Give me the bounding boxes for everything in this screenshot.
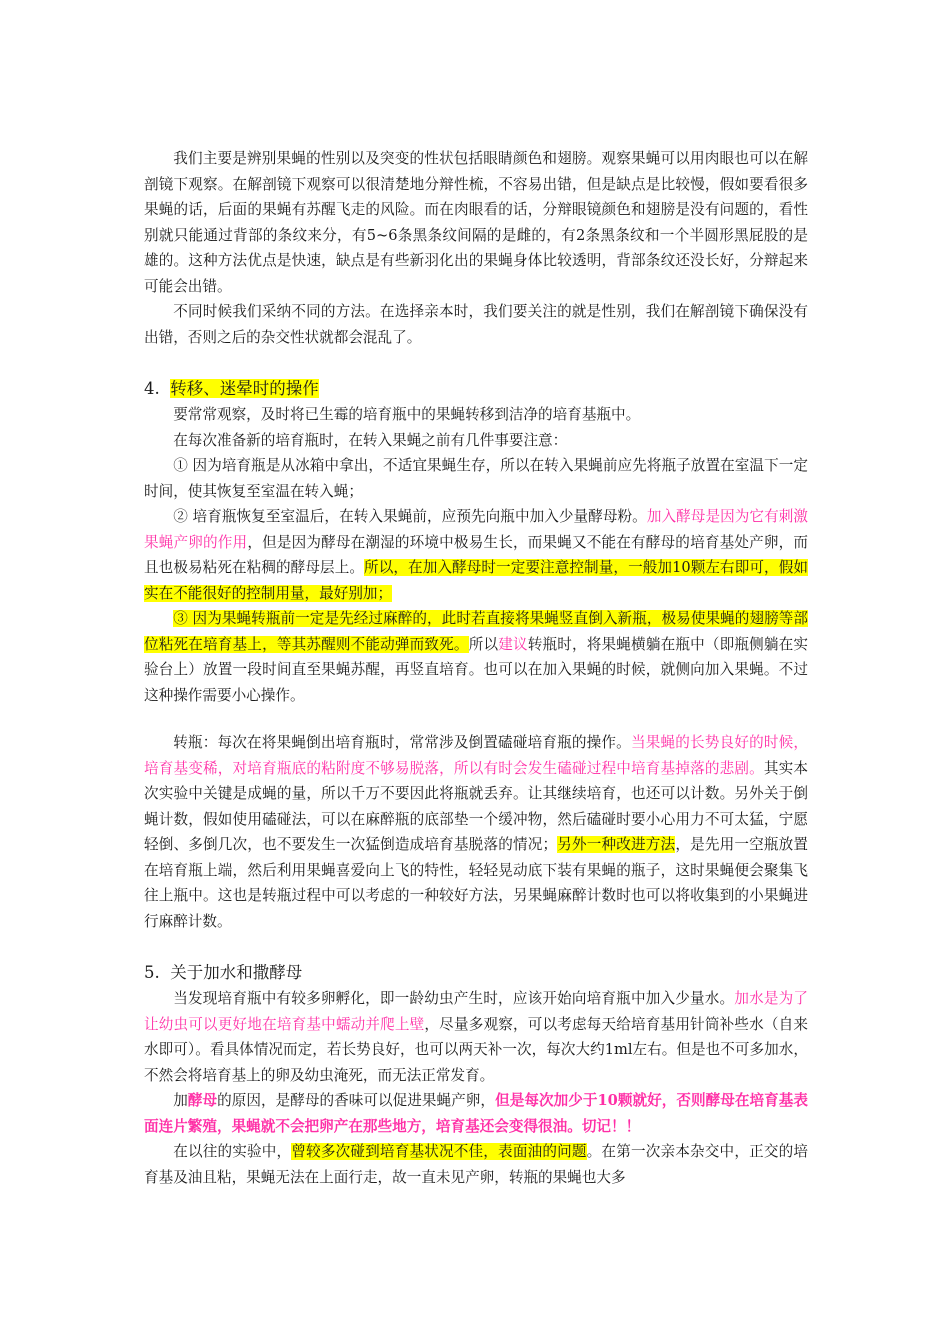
pink-note-water-purpose: 加水是为了让幼虫可以更好地在培育基中蠕动并爬上壁: [144, 990, 808, 1033]
section-4-number: 4.: [144, 379, 160, 398]
section-5-heading: [144, 960, 808, 986]
paragraph-method-choice: 不同时候我们采纳不同的方法。在选择亲本时，我们要关注的就是性别，我们在解剖镜下确保没有出错，否则之后的杂交性状就都会混乱了。: [144, 303, 808, 346]
list-item-1: ① 因为培育瓶是从冰箱中拿出，不适宜果蝇生存，所以在转入果蝇前应先将瓶子放置在室温下一定时间，使其恢复至室温在转入蝇；: [144, 457, 808, 500]
section-4-heading: [144, 376, 808, 402]
highlight-yeast-amount: 所以，在加入酵母时一定要注意控制量，一般加10颗左右即可，假如实在不能很好的控制用量，最好别加；: [144, 559, 808, 602]
paragraph-observe-transfer: 要常常观察，及时将已生霉的培育瓶中的果蝇转移到洁净的培育基瓶中。: [173, 406, 641, 423]
paragraph-adding-water: 当发现培育瓶中有较多卵孵化，即一龄幼虫产生时，应该开始向培育瓶中加入少量水。加水是为了让幼虫可以更好地在培育基中蠕动并爬上壁，尽量多观察，可以考虑每天给培育基用针筒补些水（自来水即可）。看具体情况而定，若长势良好，也可以两天补一次，每次大约1ml左右。但是也不可多加水，不然会将培育基上的卵及幼虫淹死，而无法正常发育。: [144, 990, 808, 1084]
highlight-oily-medium: 曾较多次碰到培育基状况不佳，表面油的问题: [291, 1143, 587, 1160]
list-item-2: ② 培育瓶恢复至室温后，在转入果蝇前，应预先向瓶中加入少量酵母粉。加入酵母是因为它有刺激果蝇产卵的作用，但是因为酵母在潮湿的环境中极易生长，而果蝇又不能在有酵母的培育基处产卵，而且也极易粘死在粘稠的酵母层上。所以，在加入酵母时一定要注意控制量，一般加10颗左右即可，假如实在不能很好的控制用量，最好别加；: [144, 508, 808, 602]
pink-note-yeast-purpose: 加入酵母是因为它有刺激果蝇产卵的作用: [144, 508, 808, 551]
highlight-improved-method: 另外一种改进方法: [557, 836, 676, 853]
section-5-title: 关于加水和撒酵母: [170, 963, 303, 982]
section-4-title: 转移、迷晕时的操作: [170, 379, 319, 398]
paragraph-transfer-bottle: 转瓶：每次在将果蝇倒出培育瓶时，常常涉及倒置磕碰培育瓶的操作。当果蝇的长势良好的时候，培育基变稀，对培育瓶底的粘附度不够易脱落，所以有时会发生磕碰过程中培育基掉落的悲剧。其实本次实验中关键是成蝇的量，所以千万不要因此将瓶就丢弃。让其继续培育，也还可以计数。另外关于倒蝇计数，假如使用磕碰法，可以在麻醉瓶的底部垫一个缓冲物，然后磕碰时要小心用力不可太猛，宁愿轻倒、多倒几次，也不要发生一次猛倒造成培育基脱落的情况；另外一种改进方法，是先用一空瓶放置在培育瓶上端，然后利用果蝇喜爱向上飞的特性，轻轻晃动底下装有果蝇的瓶子，这时果蝇便会聚集飞往上瓶中。这也是转瓶过程中可以考虑的一种较好方法，另果蝇麻醉计数时也可以将收集到的小果蝇进行麻醉计数。: [144, 734, 808, 930]
pink-note-suggest: 建议: [498, 635, 528, 653]
paragraph-sex-identification: 我们主要是辨别果蝇的性别以及突变的性状包括眼睛颜色和翅膀。观察果蝇可以用肉眼也可以在解剖镜下观察。在解剖镜下观察可以很清楚地分辩性梳，不容易出错，但是缺点是比较慢，假如要看很多果蝇的话，后面的果蝇有苏醒飞走的风险。而在肉眼看的话，分辩眼镜颜色和翅膀是没有问题的，看性别就只能通过背部的条纹来分，有5~6条黑条纹间隔的是雌的，有2条黑条纹和一个半圆形黑屁股的是雄的。这种方法优点是快速，缺点是有些新羽化出的果蝇身体比较透明，背部条纹还没长好，分辩起来可能会出错。: [144, 150, 808, 295]
list-item-3: ③ 因为果蝇转瓶前一定是先经过麻醉的，此时若直接将果蝇竖直倒入新瓶，极易使果蝇的翅膀等部位粘死在培育基上，等其苏醒则不能动弹而致死。所以建议转瓶时，将果蝇横躺在瓶中（即瓶侧躺在实验台上）放置一段时间直至果蝇苏醒，再竖直培育。也可以在加入果蝇的时候，就侧向加入果蝇。不过这种操作需要小心操作。: [144, 610, 808, 704]
section-5-number: 5.: [144, 963, 160, 982]
paragraph-adding-yeast: 加酵母的原因，是酵母的香味可以促进果蝇产卵，但是每次加少于10颗就好，否则酵母在培育基表面连片繁殖，果蝇就不会把卵产在那些地方，培育基还会变得很油。切记！！: [144, 1092, 808, 1135]
pink-bold-yeast-warning: 但是每次加少于10颗就好，否则酵母在培育基表面连片繁殖，果蝇就不会把卵产在那些地方，培育基还会变得很油。切记！！: [144, 1092, 808, 1135]
highlight-anesthesia-warning: 因为果蝇转瓶前一定是先经过麻醉的，此时若直接将果蝇竖直倒入新瓶，极易使果蝇的翅膀等部位粘死在培育基上，等其苏醒则不能动弹而致死。: [144, 610, 808, 653]
paragraph-past-experience: 在以往的实验中，曾较多次碰到培育基状况不佳，表面油的问题。在第一次亲本杂交中，正交的培育基及油且粘，果蝇无法在上面行走，故一直未见产卵，转瓶的果蝇也大多: [144, 1143, 808, 1186]
document-body: [144, 146, 808, 1190]
pink-bold-yeast: 酵母: [187, 1092, 218, 1109]
pink-note-medium-falling: 当果蝇的长势良好的时候，培育基变稀，对培育瓶底的粘附度不够易脱落，所以有时会发生磕碰过程中培育基掉落的悲剧。: [144, 734, 808, 777]
paragraph-notes-intro: 在每次准备新的培育瓶时，在转入果蝇之前有几件事要注意：: [173, 431, 568, 449]
